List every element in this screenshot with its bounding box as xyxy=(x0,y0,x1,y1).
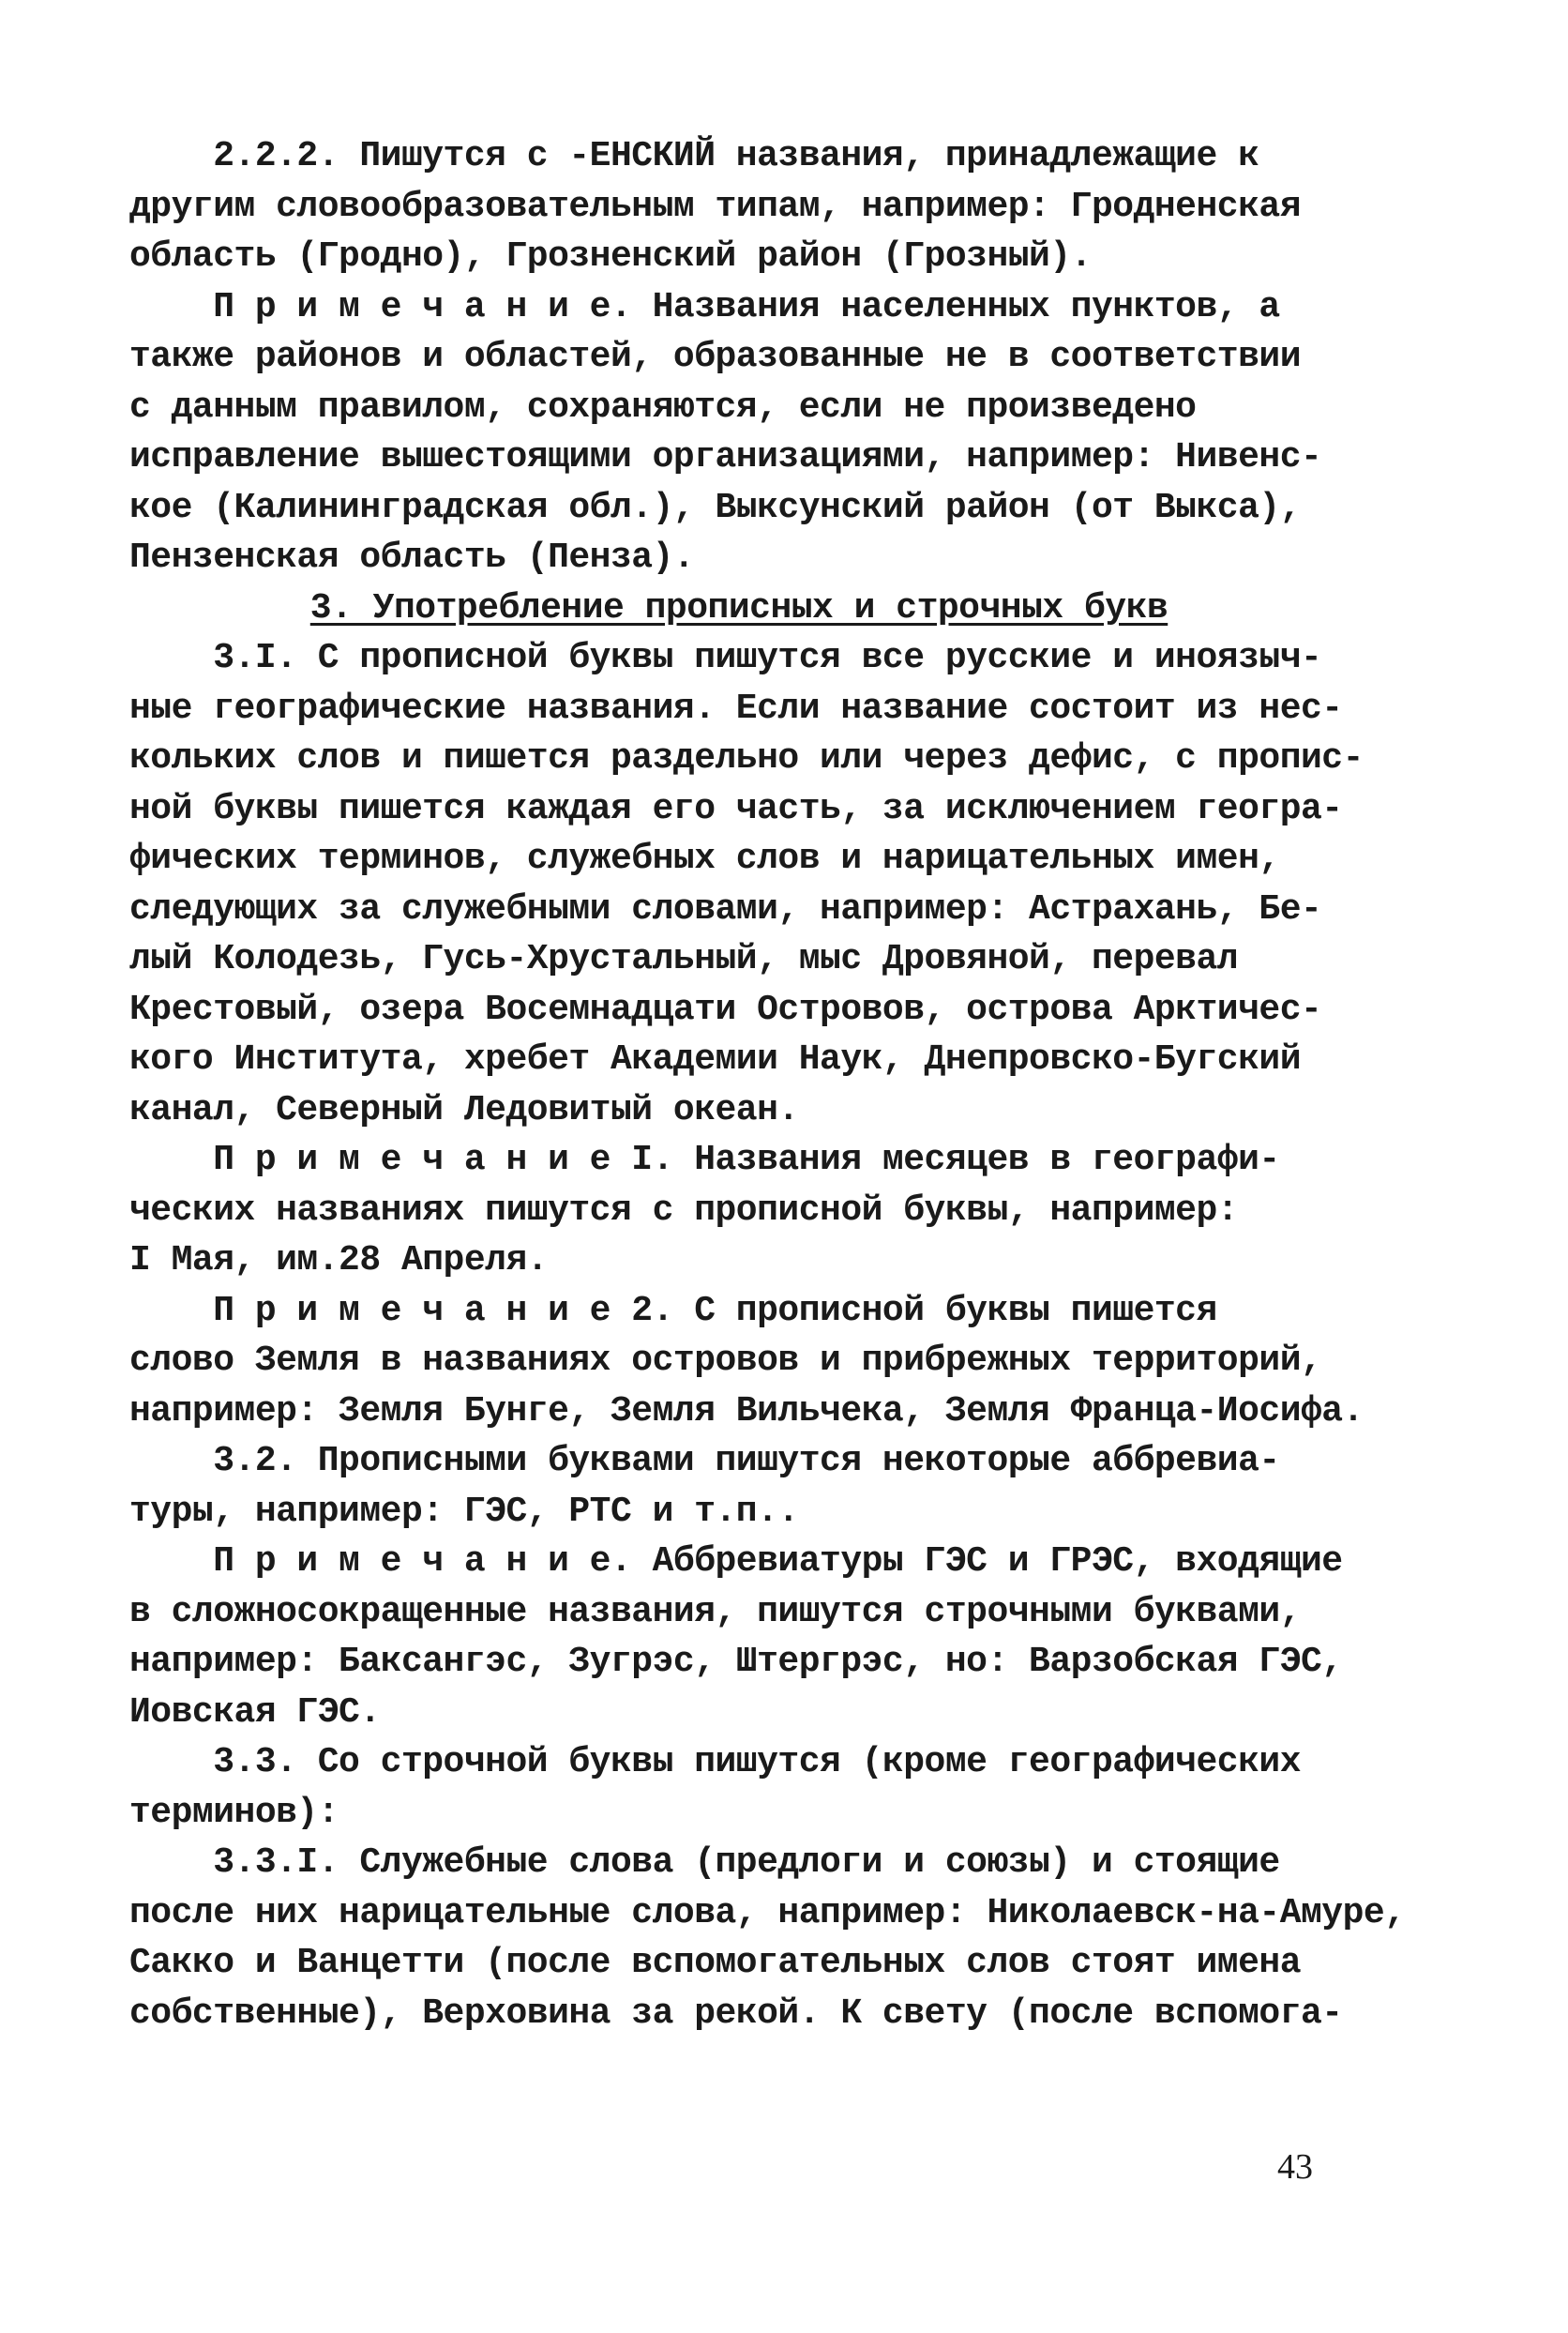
text-line: туры, например: ГЭС, РТС и т.п.. xyxy=(129,1491,799,1532)
document-page xyxy=(129,131,1406,2038)
text-line: собственные), Верховина за рекой. К свету (после вспомога- xyxy=(129,1992,1343,2034)
text-line: 3.3. Со строчной буквы пишутся (кроме географических xyxy=(129,1742,1302,1782)
text-line: 3.I. С прописной буквы пишутся все русские и иноязыч- xyxy=(129,638,1322,678)
text-line: Сакко и Ванцетти (после вспомогательных слов стоят имена xyxy=(129,1943,1302,1983)
text-line: после них нарицательные слова, например: Николаевск-на-Амуре, xyxy=(129,1892,1406,1933)
text-line: кого Института, хребет Академии Наук, Днепровско-Бугский xyxy=(129,1039,1302,1080)
text-line: Иовская ГЭС. xyxy=(129,1691,381,1733)
text-line: терминов): xyxy=(129,1792,339,1833)
text-line: лый Колодезь, Гусь-Хрустальный, мыс Дровяной, перевал xyxy=(129,939,1239,979)
text-line: например: Земля Бунге, Земля Вильчека, Земля Франца-Иосифа. xyxy=(129,1390,1364,1432)
text-line: П р и м е ч а н и е. Названия населенных пунктов, а xyxy=(129,286,1280,327)
text-line: П р и м е ч а н и е I. Названия месяцев в географи- xyxy=(129,1140,1280,1180)
text-line: следующих за служебными словами, например: Астрахань, Бе- xyxy=(129,888,1322,930)
text-line: область (Гродно), Грозненский район (Грозный). xyxy=(129,236,1092,277)
text-line: 3.2. Прописными буквами пишутся некоторые аббревиа- xyxy=(129,1441,1280,1481)
text-line: I Мая, им.28 Апреля. xyxy=(129,1240,549,1280)
text-line: канал, Северный Ледовитый океан. xyxy=(129,1089,799,1130)
text-line: ные географические названия. Если название состоит из нес- xyxy=(129,688,1343,729)
text-line: ной буквы пишется каждая его часть, за исключением геогра- xyxy=(129,788,1343,829)
text-line: кольких слов и пишется раздельно или через дефис, с пропис- xyxy=(129,738,1364,779)
text-line: 2.2.2. Пишутся с -ЕНСКИЙ названия, принадлежащие к xyxy=(129,136,1259,176)
text-line: фических терминов, служебных слов и нарицательных имен, xyxy=(129,839,1280,879)
text-line: П р и м е ч а н и е 2. С прописной буквы пишется xyxy=(129,1290,1217,1331)
text-line: другим словообразовательным типам, например: Гродненская xyxy=(129,186,1302,227)
text-line: слово Земля в названиях островов и прибрежных территорий, xyxy=(129,1341,1322,1381)
text-line: с данным правилом, сохраняются, если не произведено xyxy=(129,386,1197,428)
text-line: в сложносокращенные названия, пишутся строчными буквами, xyxy=(129,1591,1302,1632)
text-line: Крестовый, озера Восемнадцати Островов, острова Арктичес- xyxy=(129,989,1322,1030)
text-line: также районов и областей, образованные не в соответствии xyxy=(129,337,1302,377)
text-line: исправление вышестоящими организациями, например: Нивенс- xyxy=(129,437,1322,477)
text-line: 3.3.I. Служебные слова (предлоги и союзы) и стоящие xyxy=(129,1842,1280,1883)
section-heading: 3. Употребление прописных и строчных букв xyxy=(309,587,1168,629)
text-line: например: Баксангэс, Зугрэс, Штергрэс, но: Варзобская ГЭС, xyxy=(129,1642,1343,1682)
text-line: ческих названиях пишутся с прописной буквы, например: xyxy=(129,1189,1239,1231)
text-line: кое (Калининградская обл.), Выксунский район (от Выкса), xyxy=(129,487,1302,528)
text-line: П р и м е ч а н и е. Аббревиатуры ГЭС и ГРЭС, входящие xyxy=(129,1541,1343,1582)
page-number: 43 xyxy=(1277,2147,1313,2187)
text-line: Пензенская область (Пенза). xyxy=(129,538,695,578)
